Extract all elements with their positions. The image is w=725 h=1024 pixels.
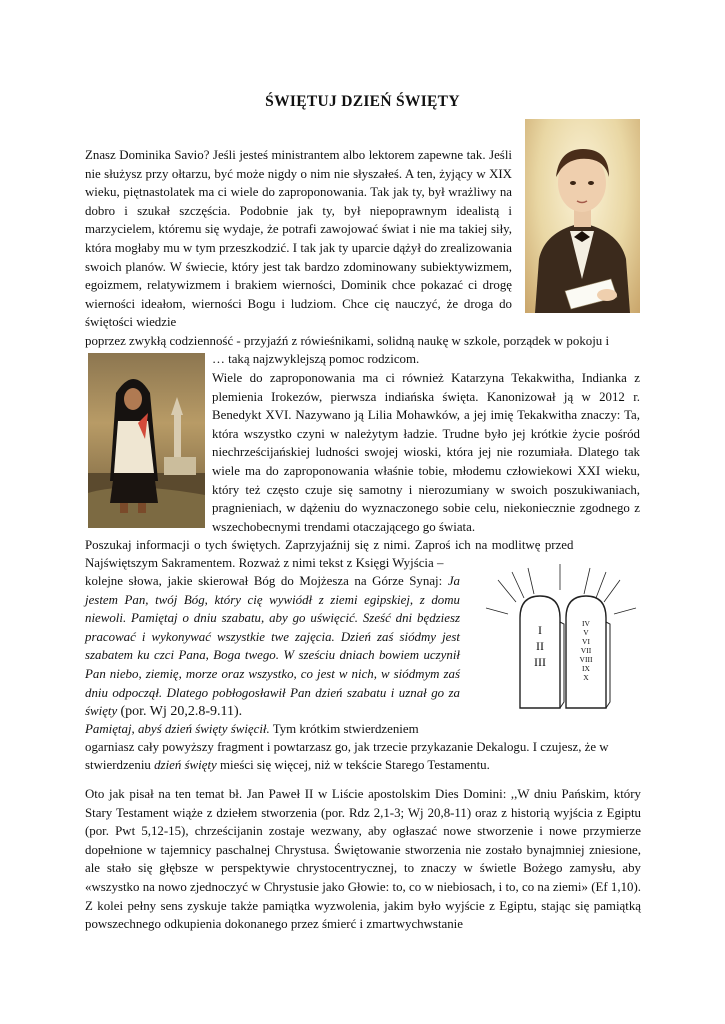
exodus-intro-line2: Najświętszym Sakramentem. Rozważ z nimi tekst z Księgi Wyjścia – <box>85 556 444 570</box>
tablet-right-numeral-8: VIII <box>579 655 593 664</box>
tablet-right-numeral-5: V <box>583 628 589 637</box>
commandment-line2: ogarniasz cały powyższy fragment i powtarzasz go, jak trzecie przykazanie Dekalogu. I czujesz, że w <box>85 740 609 754</box>
commandment-line3-end: mieści się więcej, niż w tekście Starego Testamentu. <box>220 758 490 772</box>
portrait-kateri-tekakwitha <box>88 353 205 528</box>
tablet-right-numeral-6: VI <box>582 637 590 646</box>
intro-paragraph-continued: poprzez zwykłą codzienność - przyjaźń z rówieśnikami, solidną naukę w szkole, porządek w pokoju i <box>85 334 610 348</box>
exodus-quote-block <box>85 572 460 722</box>
commandment-quote: Pamiętaj, abyś dzień święty święcił. <box>85 722 270 736</box>
tablet-right-numeral-4: IV <box>582 619 590 628</box>
intro-paragraph-end: … taką najzwyklejszą pomoc rodzicom. <box>212 352 420 366</box>
commandment-text: Tym krótkim stwierdzeniem <box>272 722 419 736</box>
commandment-line3-italic: dzień święty <box>154 758 217 772</box>
exodus-reference: (por. Wj 20,2.8-9.11). <box>120 704 243 720</box>
exodus-lead: kolejne słowa, jakie skierował Bóg do Mojżesza na Górze Synaj: <box>85 574 443 588</box>
intro-paragraph: Znasz Dominika Savio? Jeśli jesteś ministrantem albo lektorem zapewne tak. Jeśli nie służysz przy ołtarzu, być może nigdy o nim nie słyszałeś. A ten, żyjący w XIX wieku, piętnastolatek ma ci wiele do zaproponowania. Tak jak ty, był wrażliwy na dobro i szukał szczęścia. Podobnie jak ty, był niepoprawnym idealistą i marzycielem, któremu się wydaje, że potrafi zawojować świat i nie ma takiej siły, która mogłaby mu w tym przeszkodzić. I tak jak ty uparcie dążył do zrealizowania swoich planów. W świecie, który jest tak bardzo zdominowany subiektywizmem, egoizmem, relatywizmem i brakiem wierności, Dominik chce pokazać ci drogę wierności ideałom, wierności Bogu i ludziom. Chce cię nauczyć, że droga do świętości wiedzie <box>85 148 512 330</box>
tablet-left-numeral-2: II <box>536 639 544 653</box>
tablet-left-numeral-1: I <box>538 623 542 637</box>
tablet-left-numeral-3: III <box>534 655 546 669</box>
page-title: ŚWIĘTUJ DZIEŃ ŚWIĘTY <box>265 93 460 110</box>
portrait-dominic-savio <box>525 119 640 313</box>
exodus-quote: Ja jestem Pan, twój Bóg, który cię wywiódł z ziemi egipskiej, z domu niewoli. Pamiętaj o dniu szabatu, aby go uświęcić. Sześć dni będziesz pracować i wykonywać wszystkie twe zajęcia. Dzień zaś siódmy jest szabatem ku czci Pana, Boga twego. W sześciu dniach bowiem uczynił Pan niebo, ziemię, morze oraz wszystko, co jest w nich, w siódmym zaś dniu odpoczął. Dlatego pobłogosławił Pan dzień szabatu i uznał go za święty <box>85 574 460 719</box>
kateri-paragraph: Wiele do zaproponowania ma ci również Katarzyna Tekakwitha, Indianka z plemienia Irokezów, pierwsza indiańska święta. Kanonizował ją w 2012 r. Benedykt XVI. Nazywano ją Lilia Mohawków, a jej imię Tekakwitha znaczy: Ta, która wszystko czyni w należytym ładzie. Trudne było jej krótkie życie pośród niechrześcijańskiej ludności swojej wioski, która jej nie rozumiała. Dlatego tak wiele ma do zaproponowania właśnie tobie, młodemu człowiekowi XXI wieku, który też często czuje się samotny i nierozumiany w swoich poszukiwaniach, pragnieniach, w dążeniu do wyznaczonego sobie celu, niekoniecznie zgodnego z wszechobecnymi trendami otaczającego go świata. <box>212 371 640 534</box>
commandment-line1 <box>85 720 460 739</box>
commandment-line3 <box>85 756 641 775</box>
dies-domini-paragraph: Oto jak pisał na ten temat bł. Jan Paweł II w Liście apostolskim Dies Domini: ,,W dniu Pańskim, który Stary Testament wiąże z dziełem stworzenia (por. Rdz 2,1-3; Wj 20,8-11) oraz z historią wyjścia z Egiptu (por. Pwt 5,12-15), chrześcijanin zostaje wezwany, aby ogłaszać nowe stworzenie i nowe przymierze dopełnione w tajemnicy paschalnej Chrystusa. Świętowanie stworzenia nie zostało bynajmniej zniesione, ale stało się głębsze w perspektywie chrystocentrycznej, to znaczy w świetle Bożego zamysłu, aby «wszystko na nowo zjednoczyć w Chrystusie jako Głowie: to, co w niebiosach, i to, co na ziemi» (Ef 1,10). Z kolei pełny sens zyskuje także pamiątka wyzwolenia, jakim było wyjście z Egiptu, stając się pamiątką powszechnego odkupienia dokonanego przez śmierć i zmartwychwstanie <box>85 787 641 932</box>
tablet-right-numeral-10: X <box>583 673 589 682</box>
tablets-illustration <box>478 562 643 712</box>
exodus-intro-line1: Poszukaj informacji o tych świętych. Zaprzyjaźnij się z nimi. Zaproś ich na modlitwę przed <box>85 538 574 552</box>
commandment-line3-start: stwierdzeniu <box>85 758 151 772</box>
tablet-right-numeral-7: VII <box>580 646 592 655</box>
tablet-right-numeral-9: IX <box>582 664 590 673</box>
